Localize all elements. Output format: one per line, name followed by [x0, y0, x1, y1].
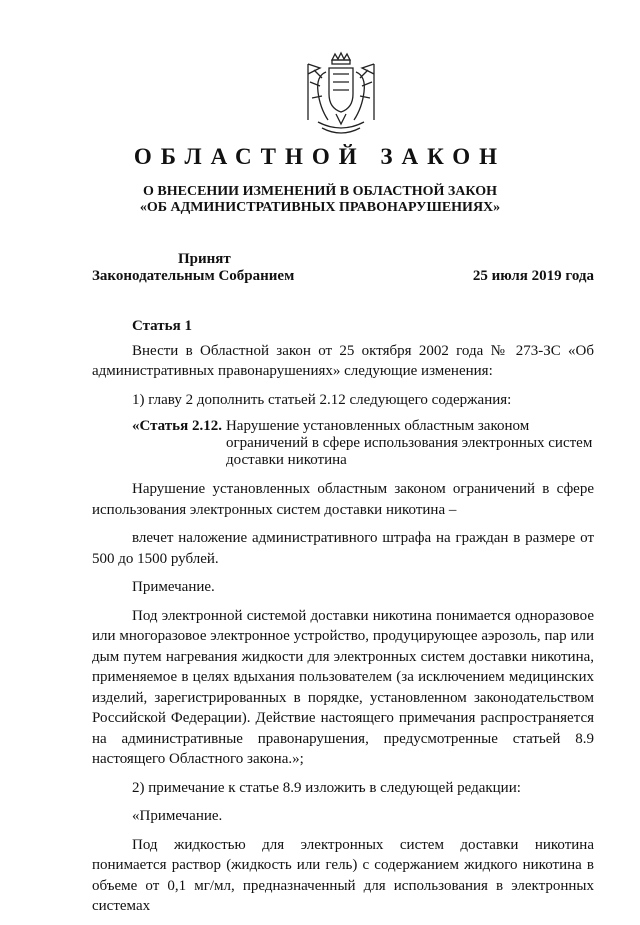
- article-1-item-1: 1) главу 2 дополнить статьей 2.12 следующего содержания:: [132, 391, 512, 408]
- law-subtitle: [0, 184, 640, 216]
- law-title: ОБЛАСТНОЙ ЗАКОН: [133, 144, 507, 169]
- article-1-intro: Внести в Областной закон от 25 октября 2002 года № 273-ЗС «Об административных правонарушениях» следующие изменения:: [92, 342, 594, 379]
- coat-of-arms-emblem-icon: [296, 50, 386, 140]
- note-text: Под электронной системой доставки никотина понимается одноразовое или многоразовое электронное устройство, продуцирующее аэрозоль, пар или дым путем нагревания жидкости для электронных систем доставки никотина, применяемое в целях вдыхания пользователем (за исключением медицинских изделий, зарегистрированных в порядке, установленном законодательством Российской Федерации). Действие настоящего примечания распространяется на административные правонарушения, предусмотренные статьей 8.9 настоящего Областного закона.»;: [92, 607, 594, 767]
- adoption-date: 25 июля 2019 года: [472, 268, 594, 284]
- new-article-2-12: [132, 418, 594, 469]
- item-2-note-heading: «Примечание.: [132, 808, 223, 824]
- adopted-label: Принят: [178, 251, 231, 267]
- law-body: [92, 316, 594, 925]
- article-1-heading: Статья 1: [132, 318, 192, 334]
- note-heading: Примечание.: [132, 579, 215, 595]
- new-article-title: Нарушение установленных областным законом ограничений в сфере использования электронных систем доставки никотина: [225, 418, 593, 468]
- new-article-label: «Статья 2.12.: [132, 418, 222, 434]
- law-subtitle-line-1: О ВНЕСЕНИИ ИЗМЕНЕНИЙ В ОБЛАСТНОЙ ЗАКОН: [143, 184, 497, 199]
- adopted-by-assembly: Законодательным Собранием: [92, 268, 295, 284]
- article-1-item-2: 2) примечание к статье 8.9 изложить в следующей редакции:: [132, 779, 521, 796]
- item-2-note-text: Под жидкостью для электронных систем доставки никотина понимается раствор (жидкость или гель) с содержанием жидкого никотина в объеме от 0,1 мг/мл, предназначенный для использования в электронных системах: [92, 836, 594, 914]
- new-article-paragraph-2: влечет наложение административного штрафа на граждан в размере от 500 до 1500 рублей.: [92, 530, 594, 567]
- law-subtitle-line-2: «ОБ АДМИНИСТРАТИВНЫХ ПРАВОНАРУШЕНИЯХ»: [139, 200, 501, 215]
- new-article-paragraph-1: Нарушение установленных областным законом ограничений в сфере использования электронных систем доставки никотина –: [92, 481, 594, 518]
